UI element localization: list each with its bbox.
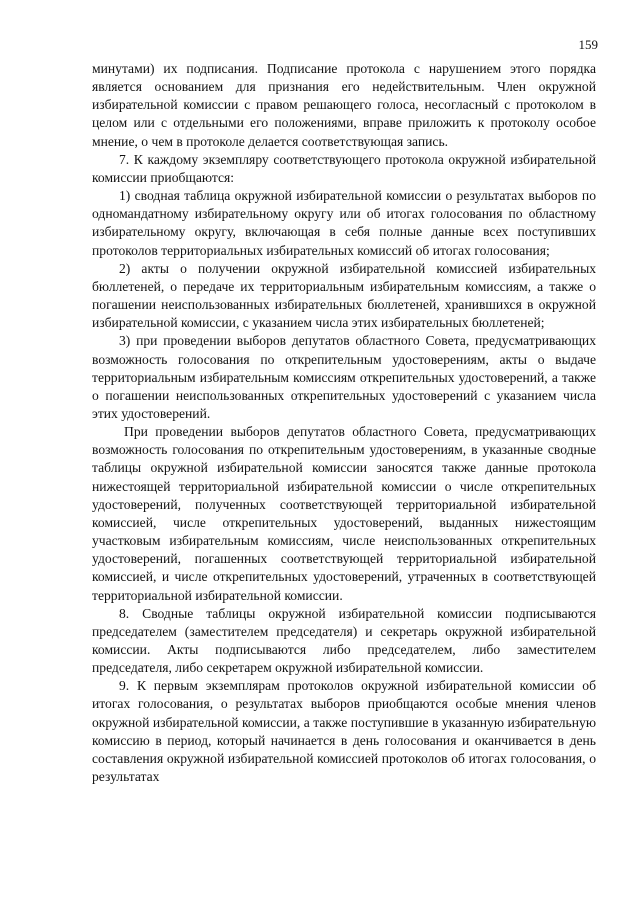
paragraph-subitem-1: 1) сводная таблица окружной избирательной комиссии о результатах выборов по одномандатному избирательному округу или об итогах голосования по областному избирательному округу, включающая в себя полные данные всех поступивших протоколов территориальных избирательных комиссий об итогах голосования; <box>92 188 596 258</box>
paragraph-item-7: 7. К каждому экземпляру соответствующего протокола окружной избирательной комиссии приобщаются: <box>92 151 596 185</box>
paragraph-item-9: 9. К первым экземплярам протоколов окружной избирательной комиссии об итогах голосования, о результатах выборов приобщаются особые мнения членов окружной избирательной комиссии, а также поступившие в указанную избирательную комиссию в период, который начинается в день голосования и оканчивается в день составления окружной избирательной комиссией протоколов об итогах голосования, о результатах <box>92 678 596 785</box>
document-body <box>92 60 596 786</box>
paragraph-subitem-3: 3) при проведении выборов депутатов областного Совета, предусматривающих возможность голосования по открепительным удостоверениям, акты о выдаче территориальным избирательным комиссиям открепительных удостоверений, а также о погашении неиспользованных открепительных удостоверений с указанием числа этих удостоверений. <box>92 333 596 421</box>
paragraph-subitem-2: 2) акты о получении окружной избирательной комиссией избирательных бюллетеней, о передаче их территориальным избирательным комиссиям, а также о погашении неиспользованных избирательных бюллетеней, хранившихся в окружной избирательной комиссии, с указанием числа этих избирательных бюллетеней; <box>92 260 596 331</box>
paragraph-absentee-note: При проведении выборов депутатов областного Совета, предусматривающих возможность голосования по открепительным удостоверениям, в указанные сводные таблицы окружной избирательной комиссии заносятся также данные протокола нижестоящей территориальной избирательной комиссии о числе открепительных удостоверений, полученных соответствующей территориальной избирательной комиссией, числе открепительных удостоверений, выданных нижестоящим участковым избирательным комиссиям, числе неиспользованных открепительных удостоверений, погашенных соответствующей территориальной избирательной комиссией, и числе открепительных удостоверений, утраченных в соответствующей территориальной избирательной комиссии. <box>92 424 596 603</box>
paragraph-continuation: минутами) их подписания. Подписание протокола с нарушением этого порядка является основанием для признания его недействительным. Член окружной избирательной комиссии с правом решающего голоса, несогласный с протоколом в целом или с отдельными его положениями, вправе приложить к протоколу особое мнение, о чем в протоколе делается соответствующая запись. <box>92 61 596 149</box>
paragraph-item-8: 8. Сводные таблицы окружной избирательной комиссии подписываются председателем (заместителем председателя) и секретарь окружной избирательной комиссии. Акты подписываются либо председателем, либо заместителем председателя, либо секретарем окружной избирательной комиссии. <box>92 605 596 676</box>
page-number: 159 <box>578 37 598 52</box>
